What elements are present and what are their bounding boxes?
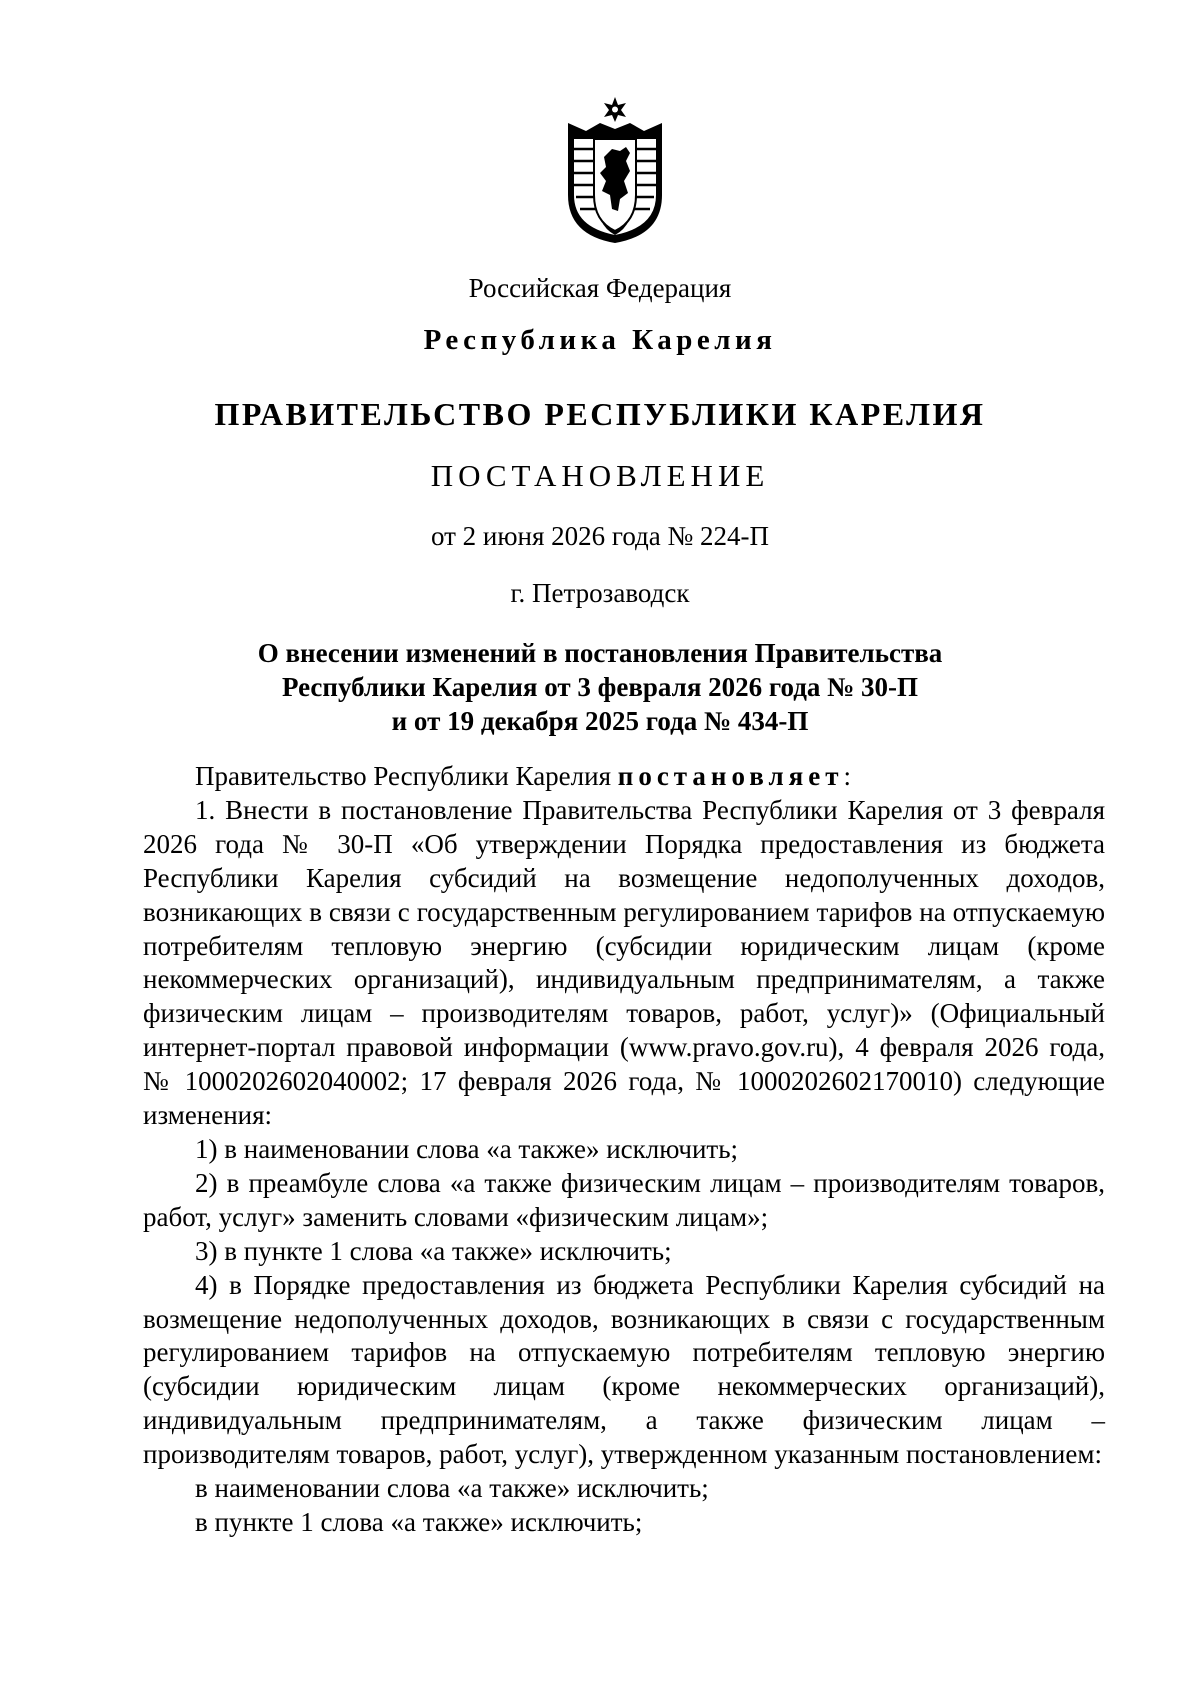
- intro-paragraph: [143, 760, 1105, 794]
- subitem-4a-paragraph: в наименовании слова «а также» исключить;: [195, 1473, 709, 1504]
- subitem-4-paragraph: 4) в Порядке предоставления из бюджета Республики Карелия субсидий на возмещение недополученных доходов, возникающих в связи с государственным регулированием тарифов на отпускаемую потребителям тепловую энергию (субсидии юридическим лицам (кроме некоммерческих организаций), индивидуальным предпринимателям, а также физическим лицам – производителям товаров, работ, услуг), утвержденном указанным постановлением:: [143, 1269, 1105, 1470]
- city-label: г. Петрозаводск: [510, 578, 690, 608]
- subitem-1-paragraph: 1) в наименовании слова «а также» исключить;: [195, 1133, 739, 1164]
- intro-colon: :: [843, 761, 852, 791]
- intro-text: Правительство Республики Карелия: [195, 761, 618, 791]
- subitem-2-paragraph: 2) в преамбуле слова «а также физическим лицам – производителям товаров, работ, услуг» заменить словами «физическим лицам»;: [143, 1167, 1105, 1232]
- document-type-heading: ПОСТАНОВЛЕНИЕ: [430, 458, 770, 493]
- document-body: [143, 760, 1105, 1540]
- government-heading: ПРАВИТЕЛЬСТВО РЕСПУБЛИКИ КАРЕЛИЯ: [214, 396, 986, 432]
- karelia-coat-of-arms-icon: [560, 95, 670, 245]
- title-line: О внесении изменений в постановления Правительства: [257, 638, 943, 668]
- date-number: от 2 июня 2026 года № 224-П: [430, 521, 770, 551]
- republic-label: Республика Карелия: [423, 324, 777, 356]
- resolution-title: [0, 636, 1200, 738]
- title-line: и от 19 декабря 2025 года № 434-П: [391, 706, 809, 736]
- item-1-paragraph: 1. Внести в постановление Правительства Республики Карелия от 3 февраля 2026 года № 30-П «Об утверждении Порядка предоставления из бюджета Республики Карелия субсидий на возмещение недополученных доходов, возникающих в связи с государственным регулированием тарифов на отпускаемую потребителям тепловую энергию (субсидии юридическим лицам (кроме некоммерческих организаций), индивидуальным предпринимателям, а также физическим лицам – производителям товаров, работ, услуг)» (Официальный интернет-портал правовой информации (www.pravo.gov.ru), 4 февраля 2026 года, № 1000202602040002; 17 февраля 2026 года, № 1000202602170010) следующие изменения:: [143, 794, 1105, 1131]
- federation-label: Российская Федерация: [468, 273, 732, 303]
- title-line: Республики Карелия от 3 февраля 2026 года № 30-П: [281, 672, 919, 702]
- intro-decision-word: постановляет: [617, 761, 844, 791]
- subitem-4b-paragraph: в пункте 1 слова «а также» исключить;: [195, 1506, 643, 1537]
- subitem-3-paragraph: 3) в пункте 1 слова «а также» исключить;: [195, 1235, 672, 1266]
